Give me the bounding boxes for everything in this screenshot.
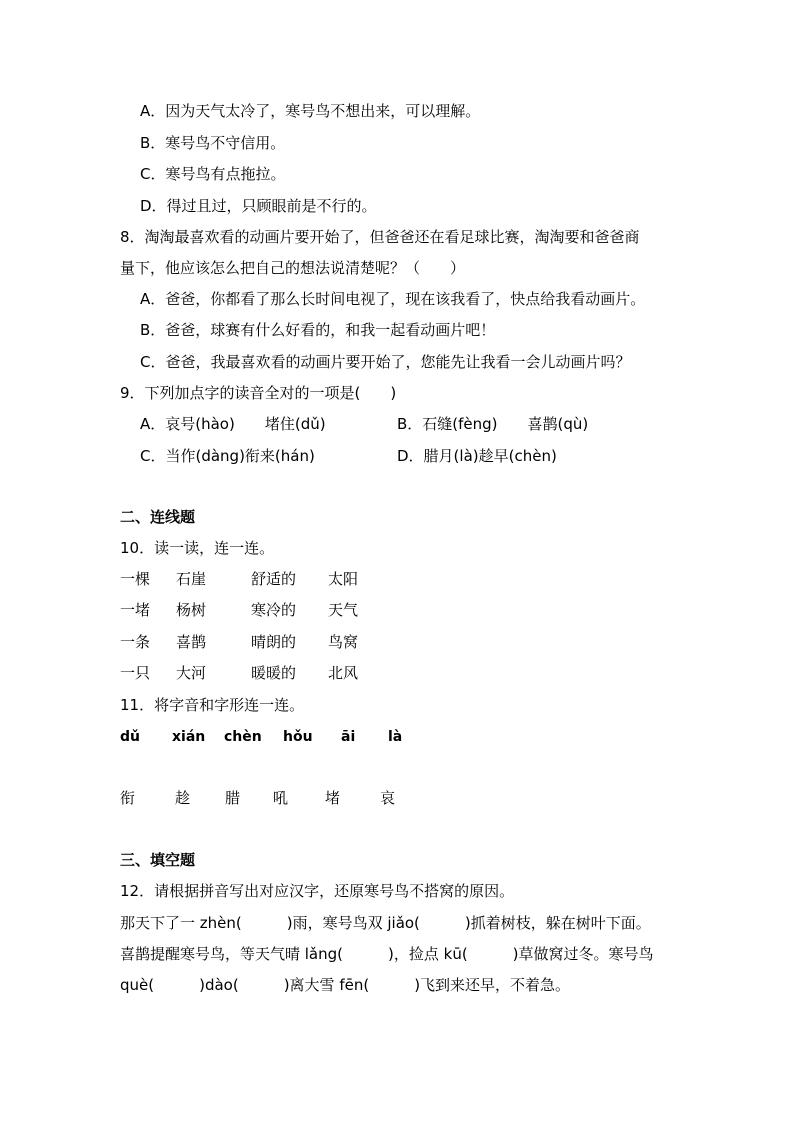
q10-cell: 寒冷的 <box>251 601 297 619</box>
q12-line2: 喜鹊提醒寒号鸟，等天气晴 lǎng( )，捡点 kū( )草做窝过冬。寒号鸟 <box>120 945 654 963</box>
q10-cell: 一棵 <box>120 570 151 588</box>
q12-line3: què( )dào( )离大雪 fēn( )飞到来还早，不着急。 <box>120 976 571 994</box>
q11-pinyin: hǒu <box>283 729 313 745</box>
q12-stem: 12．请根据拼音写出对应汉字，还原寒号鸟不搭窝的原因。 <box>120 882 515 900</box>
q11-pinyin: là <box>388 729 403 745</box>
q7-option-a: A．因为天气太冷了，寒号鸟不想出来，可以理解。 <box>140 102 481 120</box>
q10-cell: 晴朗的 <box>251 633 297 651</box>
q8-stem-line2: 量下，他应该怎么把自己的想法说清楚呢？（ ） <box>120 259 466 277</box>
q7-option-b: B．寒号鸟不守信用。 <box>140 134 286 152</box>
q11-char: 趁 <box>175 789 191 807</box>
q11-pinyin: āi <box>341 729 356 745</box>
q11-pinyin: chèn <box>224 729 262 745</box>
q10-cell: 暖暖的 <box>251 664 297 682</box>
q10-cell: 大河 <box>176 664 207 682</box>
q12-line1: 那天下了一 zhèn( )雨，寒号鸟双 jiǎo( )抓着树枝，躲在树叶下面。 <box>120 914 651 932</box>
q11-char: 吼 <box>273 789 289 807</box>
q11-char: 衔 <box>120 789 136 807</box>
q10-cell: 一堵 <box>120 601 151 619</box>
q11-pinyin: xián <box>172 729 206 745</box>
q10-cell: 太阳 <box>328 570 359 588</box>
q9-stem: 9．下列加点字的读音全对的一项是( ) <box>120 384 397 402</box>
section-3-title: 三、填空题 <box>120 851 196 869</box>
section-2-title: 二、连线题 <box>120 508 196 526</box>
q10-cell: 北风 <box>328 664 359 682</box>
q8-option-b: B．爸爸，球赛有什么好看的，和我一起看动画片吧！ <box>140 321 496 339</box>
q10-cell: 天气 <box>328 601 359 619</box>
q8-option-a: A．爸爸，你都看了那么长时间电视了，现在该我看了，快点给我看动画片。 <box>140 290 646 308</box>
q10-cell: 鸟窝 <box>328 633 359 651</box>
q10-stem: 10．读一读，连一连。 <box>120 539 275 557</box>
q11-char: 腊 <box>225 789 241 807</box>
q10-cell: 舒适的 <box>251 570 297 588</box>
q10-cell: 杨树 <box>176 601 207 619</box>
q10-cell: 一条 <box>120 633 151 651</box>
q7-option-c: C．寒号鸟有点拖拉。 <box>140 165 286 183</box>
q10-cell: 石崖 <box>176 570 207 588</box>
q9-option-d: D．腊月(là)趁早(chèn) <box>397 447 557 465</box>
q8-stem-line1: 8．淘淘最喜欢看的动画片要开始了，但爸爸还在看足球比赛，淘淘要和爸爸商 <box>120 228 640 246</box>
q9-option-b: B．石缝(fèng) 喜鹊(qù) <box>397 415 589 433</box>
q10-cell: 一只 <box>120 664 151 682</box>
q11-char: 哀 <box>380 789 396 807</box>
q11-stem: 11．将字音和字形连一连。 <box>120 696 305 714</box>
q8-option-c: C．爸爸，我最喜欢看的动画片要开始了，您能先让我看一会儿动画片吗？ <box>140 353 631 371</box>
q9-option-c: C．当作(dàng)衔来(hán) <box>140 447 315 465</box>
q7-option-d: D．得过且过，只顾眼前是不行的。 <box>140 197 377 215</box>
q11-pinyin: dǔ <box>120 729 140 745</box>
q9-option-a: A．哀号(hào) 堵住(dǔ) <box>140 415 326 433</box>
q10-cell: 喜鹊 <box>176 633 207 651</box>
q11-char: 堵 <box>325 789 341 807</box>
